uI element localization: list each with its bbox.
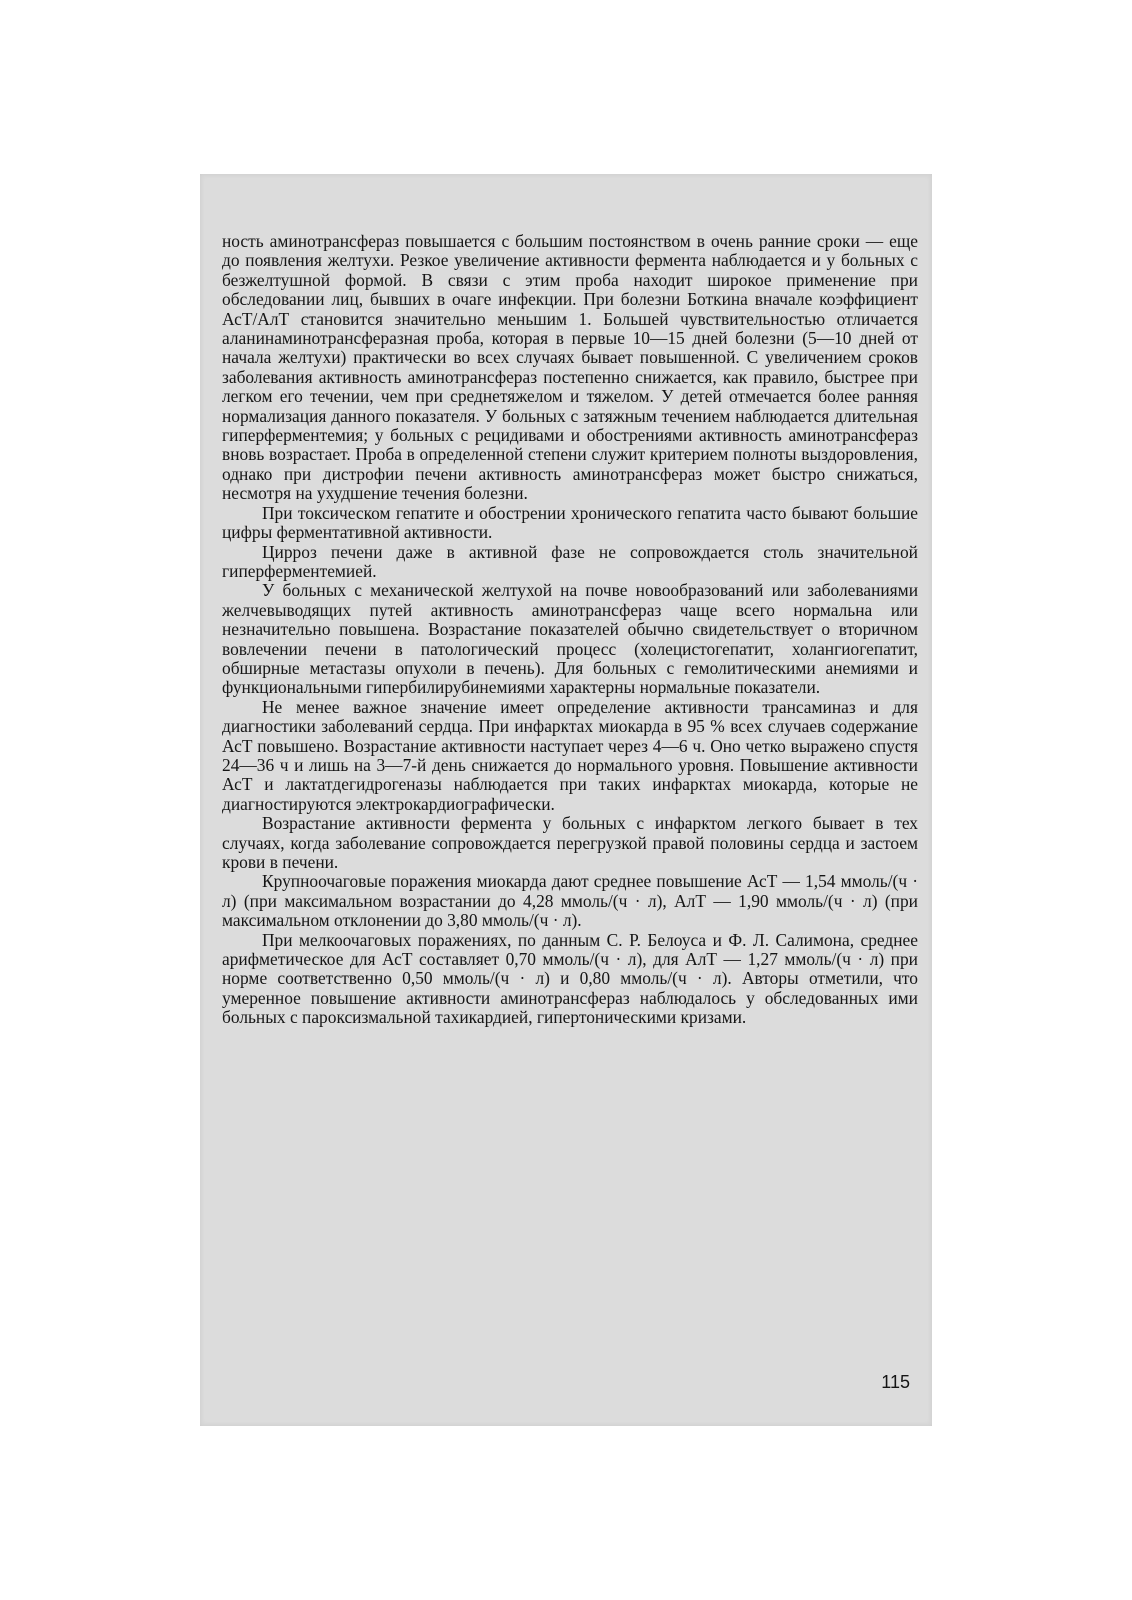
- paragraph: При токсическом гепатите и обострении хронического гепатита часто бывают большие цифры ферментативной активности.: [222, 502, 918, 543]
- paragraph: Не менее важное значение имеет определение активности трансаминаз и для диагностики заболеваний сердца. При инфарктах миокарда в 95 % всех случаев содержание АсТ повышено. Возрастание активности наступает через 4—6 ч. Оно четко выражено спустя 24—36 ч и лишь на 3—7-й день снижается до нормального уровня. Повышение активности АсТ и лактатдегидрогеназы наблюдается при таких инфарктах миокарда, которые не диагностируются электрокардиографически.: [222, 696, 918, 814]
- page-number: 115: [881, 1372, 910, 1392]
- paragraph: Крупноочаговые поражения миокарда дают среднее повышение АсТ — 1,54 ммоль/(ч · л) (при максимальном возрастании до 4,28 ммоль/(ч · л), АлТ — 1,90 ммоль/(ч · л) (при максимальном отклонении до 3,80 ммоль/(ч · л).: [222, 871, 918, 931]
- paragraph: ность аминотрансфераз повышается с большим постоянством в очень ранние сроки — еще до появления желтухи. Резкое увеличение активности фермента наблюдается и у больных с безжелтушной формой. В связи с этим проба находит широкое применение при обследовании лиц, бывших в очаге инфекции. При болезни Боткина вначале коэффициент АсТ/АлТ становится значительно меньшим 1. Большей чувствительностью отличается аланинаминотрансферазная проба, которая в первые 10—15 дней болезни (5—10 дней от начала желтухи) практически во всех случаях бывает повышенной. С увеличением сроков заболевания активность аминотрансфераз постепенно снижается, как правило, быстрее при легком его течении, чем при среднетяжелом и тяжелом. У детей отмечается более ранняя нормализация данного показателя. У больных с затяжным течением наблюдается длительная гиперферментемия; у больных с рецидивами и обострениями активность аминотрансфераз вновь возрастает. Проба в определенной степени служит критерием полноты выздоровления, однако при дистрофии печени активность аминотрансфераз может быстро снижаться, несмотря на ухудшение течения болезни.: [222, 231, 918, 504]
- paragraph: Возрастание активности фермента у больных с инфарктом легкого бывает в тех случаях, когда заболевание сопровождается перегрузкой правой половины сердца и застоем крови в печени.: [222, 813, 918, 872]
- book-page: [200, 174, 932, 1426]
- paragraph: Цирроз печени даже в активной фазе не сопровождается столь значительной гиперферментемией.: [222, 541, 918, 581]
- body-text: [222, 232, 918, 1028]
- paragraph: У больных с механической желтухой на почве новообразований или заболеваниями желчевыводящих путей активность аминотрансфераз чаще всего нормальна или незначительно повышена. Возрастание показателей обычно свидетельствует о вторичном вовлечении печени в патологический процесс (холецистогепатит, холангиогепатит, обширные метастазы опухоли в печень). Для больных с гемолитическими анемиями и функциональными гипербилирубинемиями характерны нормальные показатели.: [222, 580, 918, 698]
- paragraph: При мелкоочаговых поражениях, по данным С. Р. Белоуса и Ф. Л. Салимона, среднее арифметическое для АсТ составляет 0,70 ммоль/(ч · л), для АлТ — 1,27 ммоль/(ч · л) при норме соответственно 0,50 ммоль/(ч · л) и 0,80 ммоль/(ч · л). Авторы отметили, что умеренное повышение активности аминотрансфераз наблюдалось у обследованных ими больных с пароксизмальной тахикардией, гипертоническими кризами.: [222, 929, 918, 1028]
